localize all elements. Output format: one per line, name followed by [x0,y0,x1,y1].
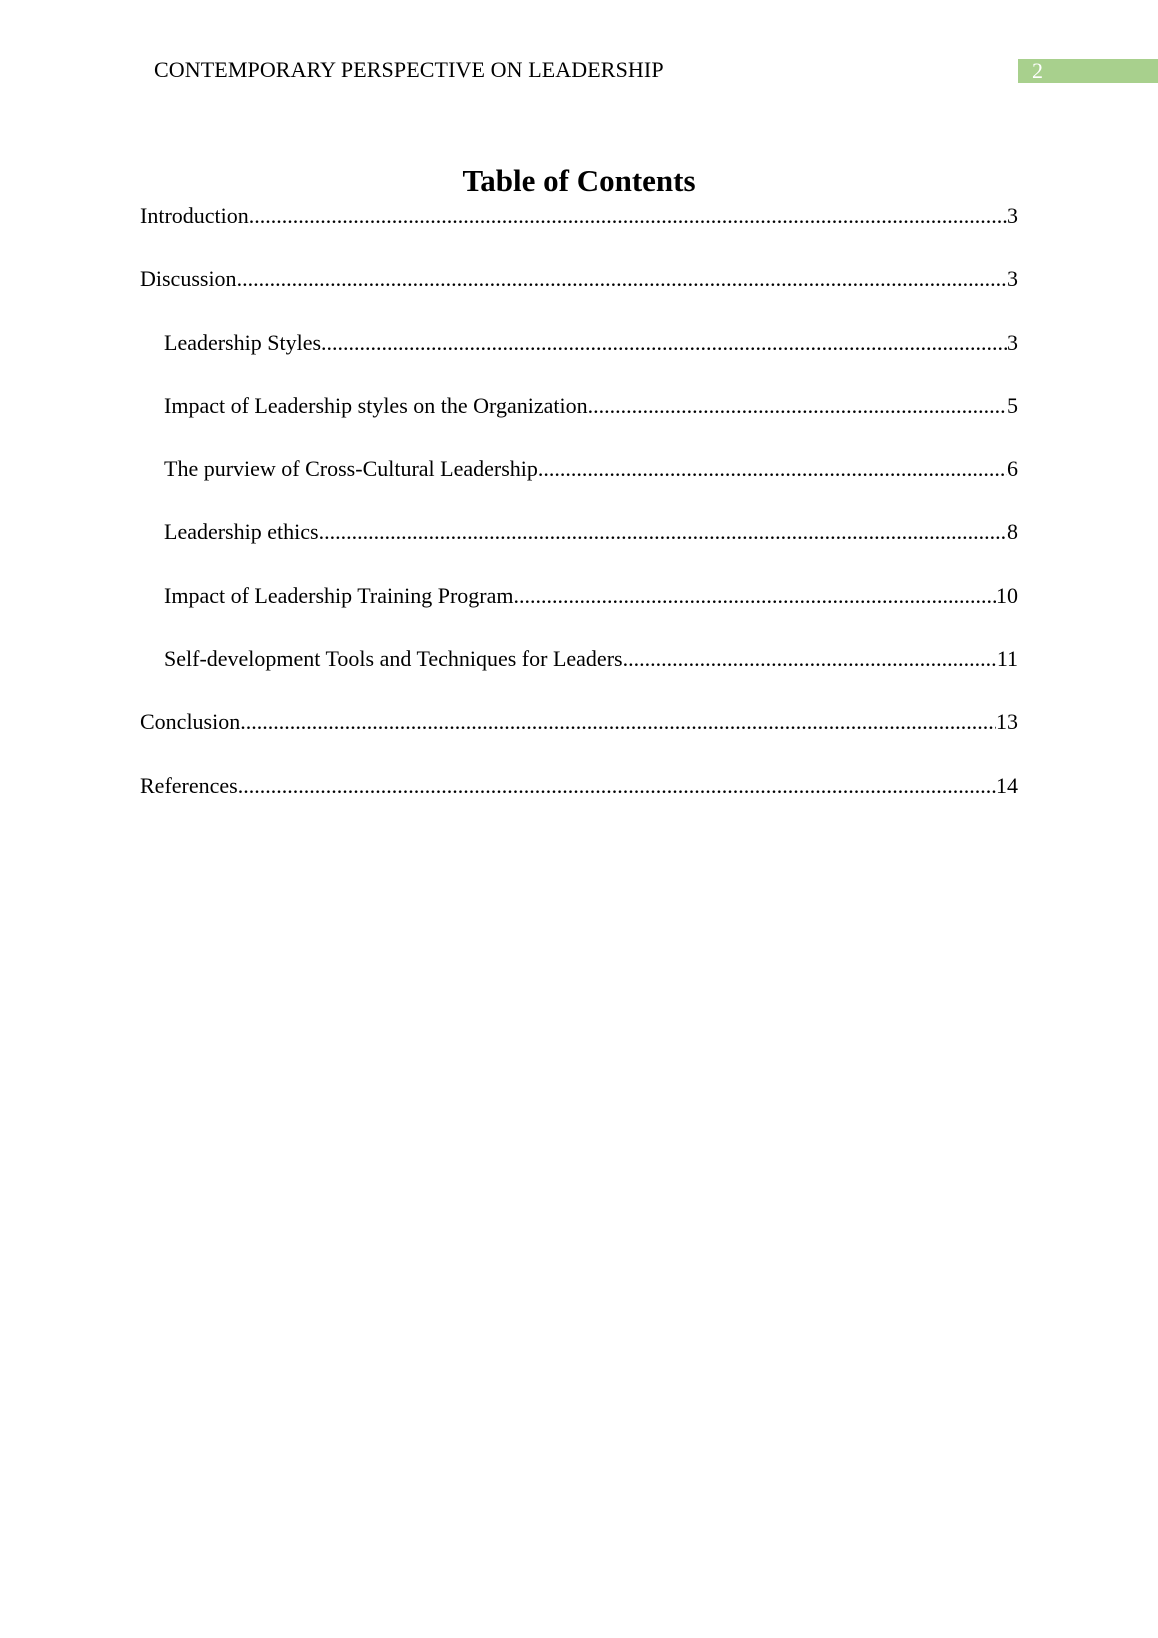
toc-entry-page: 13 [996,709,1018,735]
running-head: CONTEMPORARY PERSPECTIVE ON LEADERSHIP [154,57,664,82]
toc-title: Table of Contents [462,163,696,198]
toc-entry-self-development-tools[interactable] [140,645,1018,708]
toc-entry-page: 14 [996,772,1018,798]
toc-entry-text: Introduction [140,203,249,228]
toc-dot-leader [319,518,1007,546]
toc-entry-text: The purview of Cross-Cultural Leadership [164,456,538,482]
page-number: 2 [1032,58,1043,83]
toc-entry-text: References [140,772,238,798]
toc-entry-page: 3 [1007,266,1018,292]
toc-entry-text: Impact of Leadership Training Program [164,582,514,608]
page-header [0,0,1158,110]
toc-entry-page: 3 [1007,329,1018,355]
toc-entry-conclusion[interactable] [140,708,1018,771]
toc-entry-page: 10 [996,582,1018,608]
toc-entry-leadership-styles[interactable] [140,329,1018,392]
toc-dot-leader [238,772,996,800]
toc-entry-introduction[interactable] [140,202,1018,265]
toc-dot-leader [588,392,1007,420]
toc-dot-leader [240,708,996,736]
toc-entry-discussion[interactable] [140,265,1018,328]
toc-entry-page: 5 [1007,392,1018,418]
toc-entry-text: Leadership ethics [164,519,319,545]
toc-entry-references[interactable] [140,772,1018,835]
toc-entry-text: Self-development Tools and Techniques for Leaders [164,646,623,672]
toc-dot-leader [623,645,997,673]
toc-dot-leader [321,329,1007,357]
table-of-contents [140,202,1018,835]
toc-dot-leader [249,202,1007,230]
toc-entry-page: 11 [996,646,1018,672]
toc-entry-page: 8 [1007,519,1018,545]
toc-entry-text: Impact of Leadership styles on the Organization [164,392,588,418]
toc-dot-leader [538,455,1007,483]
toc-entry-leadership-ethics[interactable] [140,518,1018,581]
toc-entry-cross-cultural-leadership[interactable] [140,455,1018,518]
page-number-badge [1018,59,1158,83]
toc-entry-text: Conclusion [140,709,241,735]
toc-dot-leader [514,582,997,610]
toc-entry-training-program[interactable] [140,582,1018,645]
toc-entry-page: 6 [1007,456,1018,482]
toc-entry-page: 3 [1007,203,1018,228]
toc-entry-text: Discussion [140,266,237,292]
toc-entry-text: Leadership Styles [164,329,322,355]
toc-dot-leader [237,265,1007,293]
toc-entry-impact-on-organization[interactable] [140,392,1018,455]
